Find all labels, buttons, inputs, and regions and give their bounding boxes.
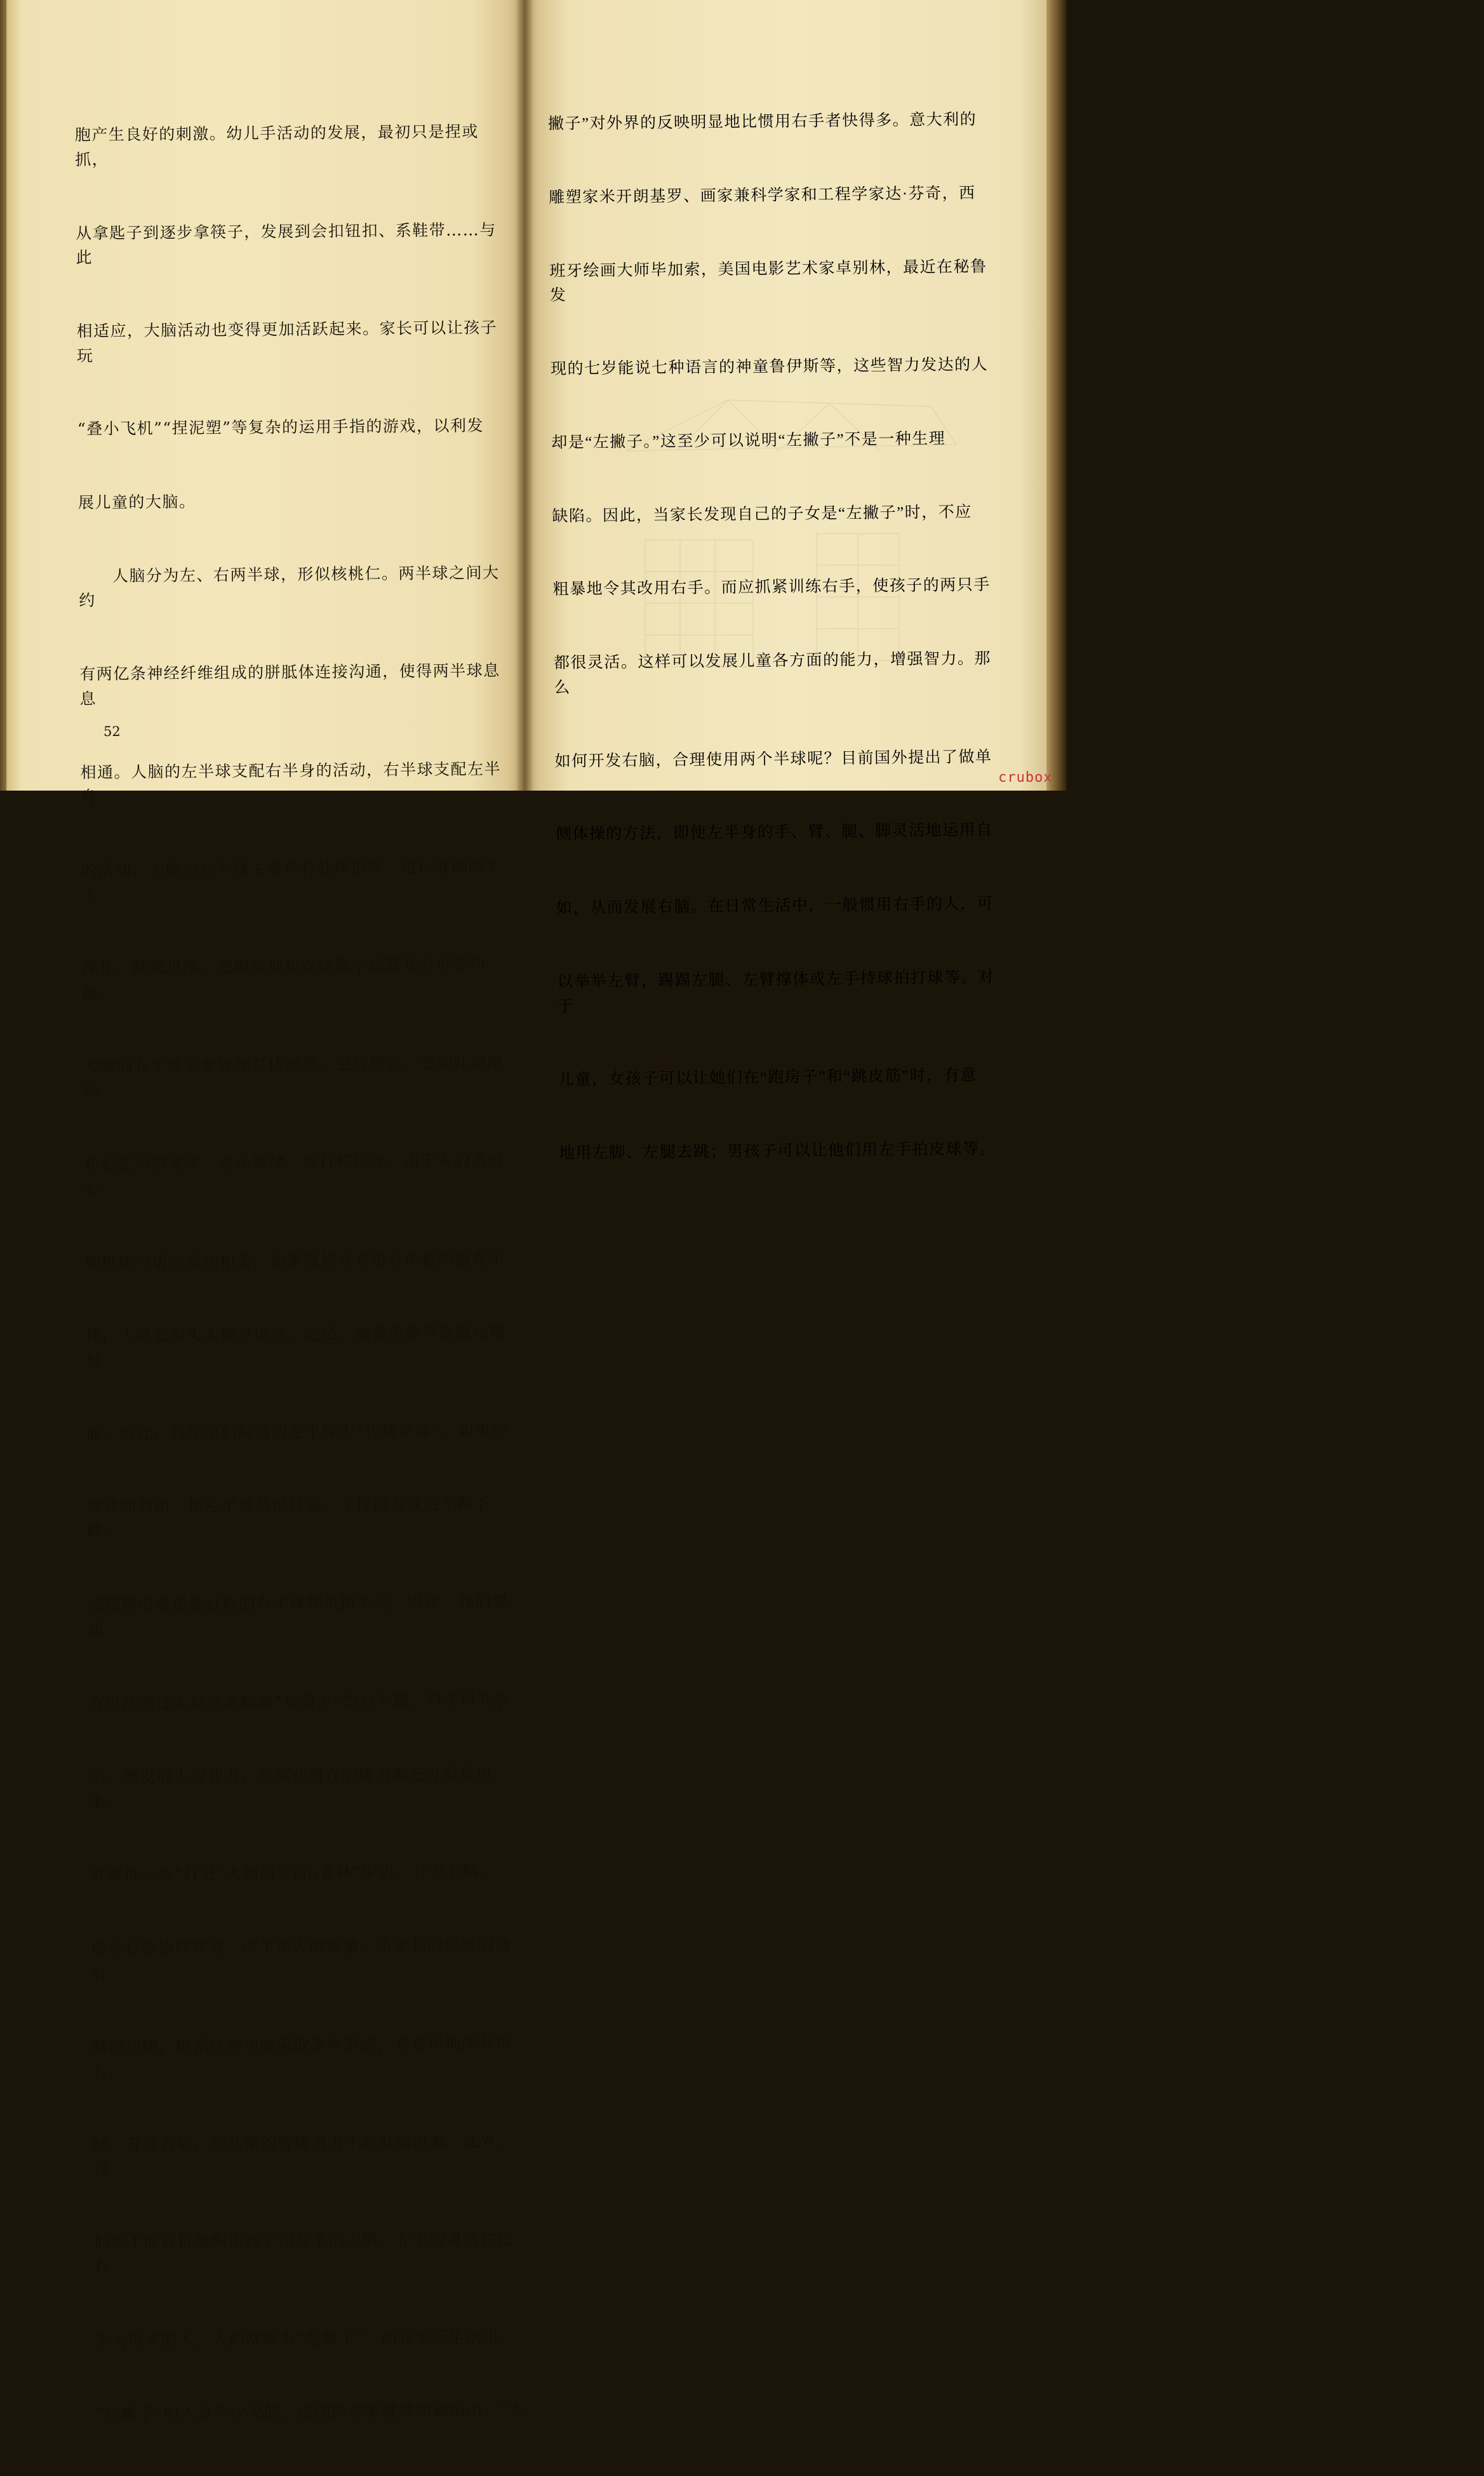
text-line: 地用左脚、左腿去跳；男孩子可以让他们用左手拍皮球等。 xyxy=(558,1140,997,1163)
text-line: 雕塑家米开朗基罗、画家兼科学家和工程学家达·芬奇，西 xyxy=(549,184,976,206)
text-line: 手大得多的人，人们常称为“左撇子”。而在实际生活中， xyxy=(94,2327,516,2350)
text-line: 操作、抽象思维、逻辑推理和连续数字运算及分析等功能。 xyxy=(82,955,486,1002)
text-line: 方设法通过大自然来刺激“有潜力”的右半脑。科学研究表 xyxy=(88,1690,511,1713)
left-page-body xyxy=(74,70,527,2476)
text-line: 有两亿条神经纤维组成的胼胝体连接沟通，使得两半球息息 xyxy=(79,661,500,708)
text-line: 理机能与语言密切相关，如果除掉具有语言中枢的脑左半 xyxy=(84,1249,505,1272)
left-page xyxy=(0,0,526,2424)
text-line: 展儿童的大脑。 xyxy=(77,492,196,512)
text-line: 明，要发展人的智力，使那些潜在的能力都充分发挥出来， xyxy=(89,1764,493,1811)
watermark-text: crubox xyxy=(998,770,1053,786)
text-line: 脑的功能，根据这种功能采取多种形式，有意识地多利用右 xyxy=(91,2033,512,2080)
text-line: “左撇子”的人是不少见的。法国医学家就曾明确指出：“左 xyxy=(95,2401,526,2424)
text-line: 人脑分为左、右两半球，形似核桃仁。两半球之间大约 xyxy=(78,563,500,610)
text-line: 撇子”对外界的反映明显地比惯用右手者快得多。意大利的 xyxy=(547,111,977,133)
text-line: 和记忆识别文字、音乐旋律、进行模仿等。由于人的高级心 xyxy=(83,1151,505,1198)
text-line: 相通。人脑的左半球支配右半身的活动，右半球支配左半身 xyxy=(80,759,502,806)
text-line: 现的七岁能说七种语言的神童鲁伊斯等，这些智力发达的人 xyxy=(550,356,989,378)
text-line: 大脑的右半球主要处理总体形象、空间概念、鉴别几何图形 xyxy=(83,1053,504,1101)
text-line: 班牙绘画大师毕加索，美国电影艺术家卓别林，最近在秘鲁发 xyxy=(549,258,987,305)
text-line: 使左右脑协同作战，产生更大的能量。当家长的应当明确右 xyxy=(90,1936,512,1983)
text-line: 能。因此，科学家们称脑的左半球为“优势半球”。如果经 xyxy=(86,1421,509,1443)
text-line: 都很灵活。这样可以发展儿童各方面的能力，增强智力。那么 xyxy=(553,650,992,697)
right-page-edge xyxy=(1046,0,1067,791)
text-line: 球，人就会丧失大部分语言、记忆、抽象思维等高级心理机 xyxy=(85,1323,506,1370)
text-line: 常片面利用，使左半球负担过重，工作能力就会不断下降。 xyxy=(86,1494,491,1541)
text-line: 如，从而发展右脑。在日常生活中，一般惯用右手的人，可 xyxy=(556,895,994,918)
text-line: 粗暴地令其改用右手。而应抓紧训练右手，使孩子的两只手 xyxy=(552,577,991,599)
text-line: 的活动。大脑的左半球主要具有处理语言、进行准确的手工 xyxy=(81,857,502,904)
text-line: 缺陷。因此，当家长发现自己的子女是“左撇子”时，不应 xyxy=(552,503,972,525)
text-line: “叠小飞机”“捏泥塑”等复杂的运用手指的游戏，以利发 xyxy=(77,416,485,439)
text-line: 侧体操的方法，即使左半身的手、臂、腿、脚灵活地运用自 xyxy=(555,822,993,844)
page-number-right: 53 xyxy=(1467,719,1484,734)
page-number-left: 52 xyxy=(104,724,121,739)
book-gutter xyxy=(516,0,533,791)
text-line: 们也不能盲目地纠正孩子用左手的习惯。左手的灵活性比右 xyxy=(93,2230,514,2277)
text-line: 却是“左撇子。”这至少可以说明“左撇子”不是一种生理 xyxy=(551,430,946,452)
text-line: 从拿匙子到逐步拿筷子，发展到会扣钮扣、系鞋带……与此 xyxy=(76,220,497,267)
text-line: 胞产生良好的刺激。幼儿手活动的发展，最初只是捏或抓， xyxy=(74,122,479,169)
text-line: 而管理形象思维过程的右半球却负担不足。因此，我们要想 xyxy=(87,1592,509,1640)
text-line: 脑，开发右脑，使儿童的智能潜力不断发掘出来。此外，我 xyxy=(92,2131,514,2179)
text-line: 就要进一步“打进”大脑的“深山老林”中去，开发右脑， xyxy=(90,1862,497,1885)
text-line: 儿童，女孩子可以让她们在“跑房子”和“跳皮筋”时，有意 xyxy=(558,1067,977,1089)
left-page-edge xyxy=(0,0,6,791)
right-page-body xyxy=(547,59,1004,1215)
text-line: 相适应，大脑活动也变得更加活跃起来。家长可以让孩子玩 xyxy=(76,318,498,365)
text-line: 以举举左臂，踢踢左腿、左臂撑体或左手持球拍打球等。对于 xyxy=(557,968,995,1015)
text-line: 如何开发右脑，合理使用两个半球呢？目前国外提出了做单 xyxy=(554,748,993,770)
